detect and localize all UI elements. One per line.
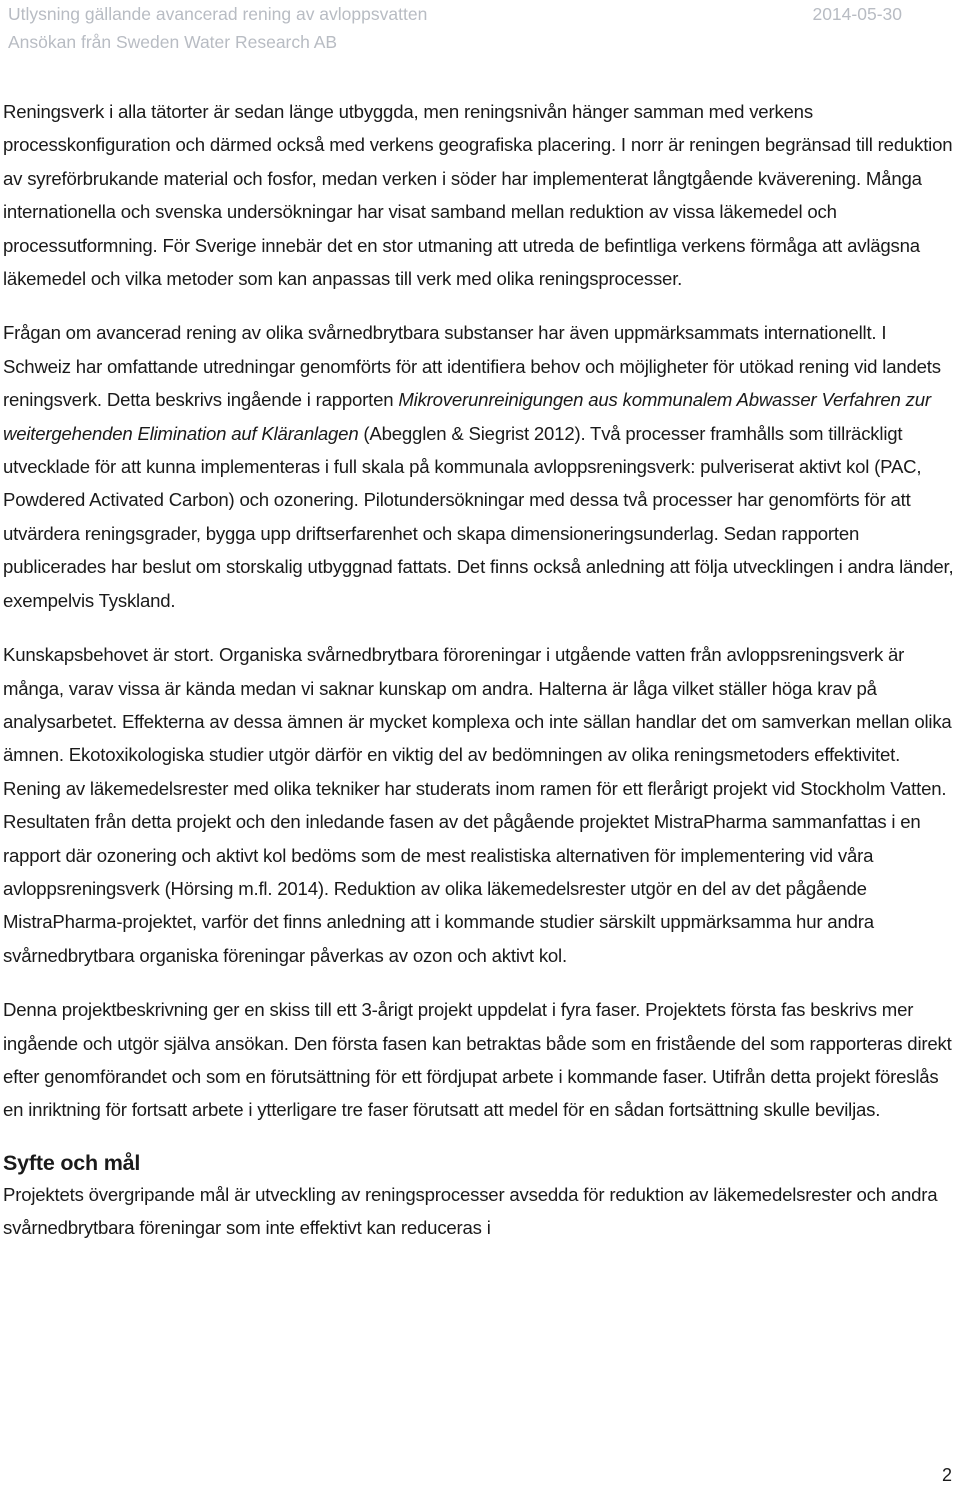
paragraph-3: Kunskapsbehovet är stort. Organiska svårnedbrytbara föroreningar i utgående vatten från avloppsreningsverk är många, varav vissa är kända medan vi saknar kunskap om andra. Halterna är låga vilket ställer höga krav på analysarbetet. Effekterna av dessa ämnen är mycket komplexa och inte sällan handlar det om samverkan mellan olika ämnen. Ekotoxikologiska studier utgör därför en viktig del av bedömningen av olika reningsmetoders effektivitet. Rening av läkemedelsrester med olika tekniker har studerats inom ramen för ett flerårigt projekt vid Stockholm Vatten. Resultaten från detta projekt och den inledande fasen av det pågående projektet MistraPharma sammanfattas i en rapport där ozonering och aktivt kol bedöms som de mest realistiska alternativen för implementering vid våra avloppsreningsverk (Hörsing m.fl. 2014). Reduktion av olika läkemedelsrester utgör en del av det pågående MistraPharma-projektet, varför det finns anledning att i kommande studier särskilt uppmärksamma hur andra svårnedbrytbara organiska föreningar påverkas av ozon och aktivt kol.: [3, 644, 952, 966]
section-heading: Syfte och mål: [3, 1150, 141, 1175]
header-title-line2: Ansökan från Sweden Water Research AB: [8, 32, 338, 52]
paragraph-4: Denna projektbeskrivning ger en skiss till ett 3-årigt projekt uppdelat i fyra faser. Projektets första fas beskrivs mer ingående och utgör själva ansökan. Den första fasen kan betraktas både som en fristående del som rapporteras direkt efter genomförandet och som en förutsättning för ett fördjupat arbete i kommande faser. Utifrån detta projekt föreslås en inriktning för fortsatt arbete i ytterligare tre faser förutsatt att medel för en sådan fortsättning skulle beviljas.: [3, 999, 952, 1121]
page-number: 2: [941, 1465, 952, 1485]
header-title-line1: Utlysning gällande avancerad rening av avloppsvatten: [8, 4, 428, 24]
paragraph-2-start: Frågan om avancerad rening av olika svårnedbrytbara substanser har även uppmärksammats internationellt. I Schweiz har omfattande utredningar genomförts för att identifiera behov och möjligheter för utökad rening vid landets reningsverk. Detta beskrivs ingående i rapporten: [3, 322, 941, 411]
paragraph-2: [3, 316, 955, 617]
paragraph-1: Reningsverk i alla tätorter är sedan länge utbyggda, men reningsnivån hänger samman med verkens processkonfiguration och därmed också med verkens geografiska placering. I norr är reningen begränsad till reduktion av syreförbrukande material och fosfor, medan verken i söder har implementerat långtgående kväverening. Många internationella och svenska undersökningar har visat samband mellan reduktion av vissa läkemedel och processutformning. För Sverige innebär det en stor utmaning att utreda de befintliga verkens förmåga att avlägsna läkemedel och vilka metoder som kan anpassas till verk med olika reningsprocesser.: [3, 101, 953, 290]
report-title-italic: Mikroverunreinigungen aus kommunalem Abwasser Verfahren zur weitergehenden Elimination auf Kläranlagen: [3, 389, 931, 444]
paragraph-2-end: (Abegglen & Siegrist 2012). Två processer framhålls som tillräckligt utvecklade för att kunna implementeras i full skala på kommunala avloppsreningsverk: pulveriserat aktivt kol (PAC, Powdered Activated Carbon) och ozonering. Pilotundersökningar med dessa två processer har genomförts för att utvärdera reningsgrader, bygga upp driftserfarenhet och skapa dimensioneringsunderlag. Sedan rapporten publicerades har beslut om storskalig utbyggnad fattats. Det finns också anledning att följa utvecklingen i andra länder, exempelvis Tyskland.: [3, 422, 954, 611]
paragraph-5: Projektets övergripande mål är utveckling av reningsprocesser avsedda för reduktion av läkemedelsrester och andra svårnedbrytbara föreningar som inte effektivt kan reduceras i: [3, 1183, 938, 1239]
header-row-1: [8, 0, 952, 28]
header-date: 2014-05-30: [812, 4, 902, 24]
page-header: [8, 0, 952, 60]
header-row-2: [8, 28, 952, 56]
document-body: [3, 95, 955, 1245]
